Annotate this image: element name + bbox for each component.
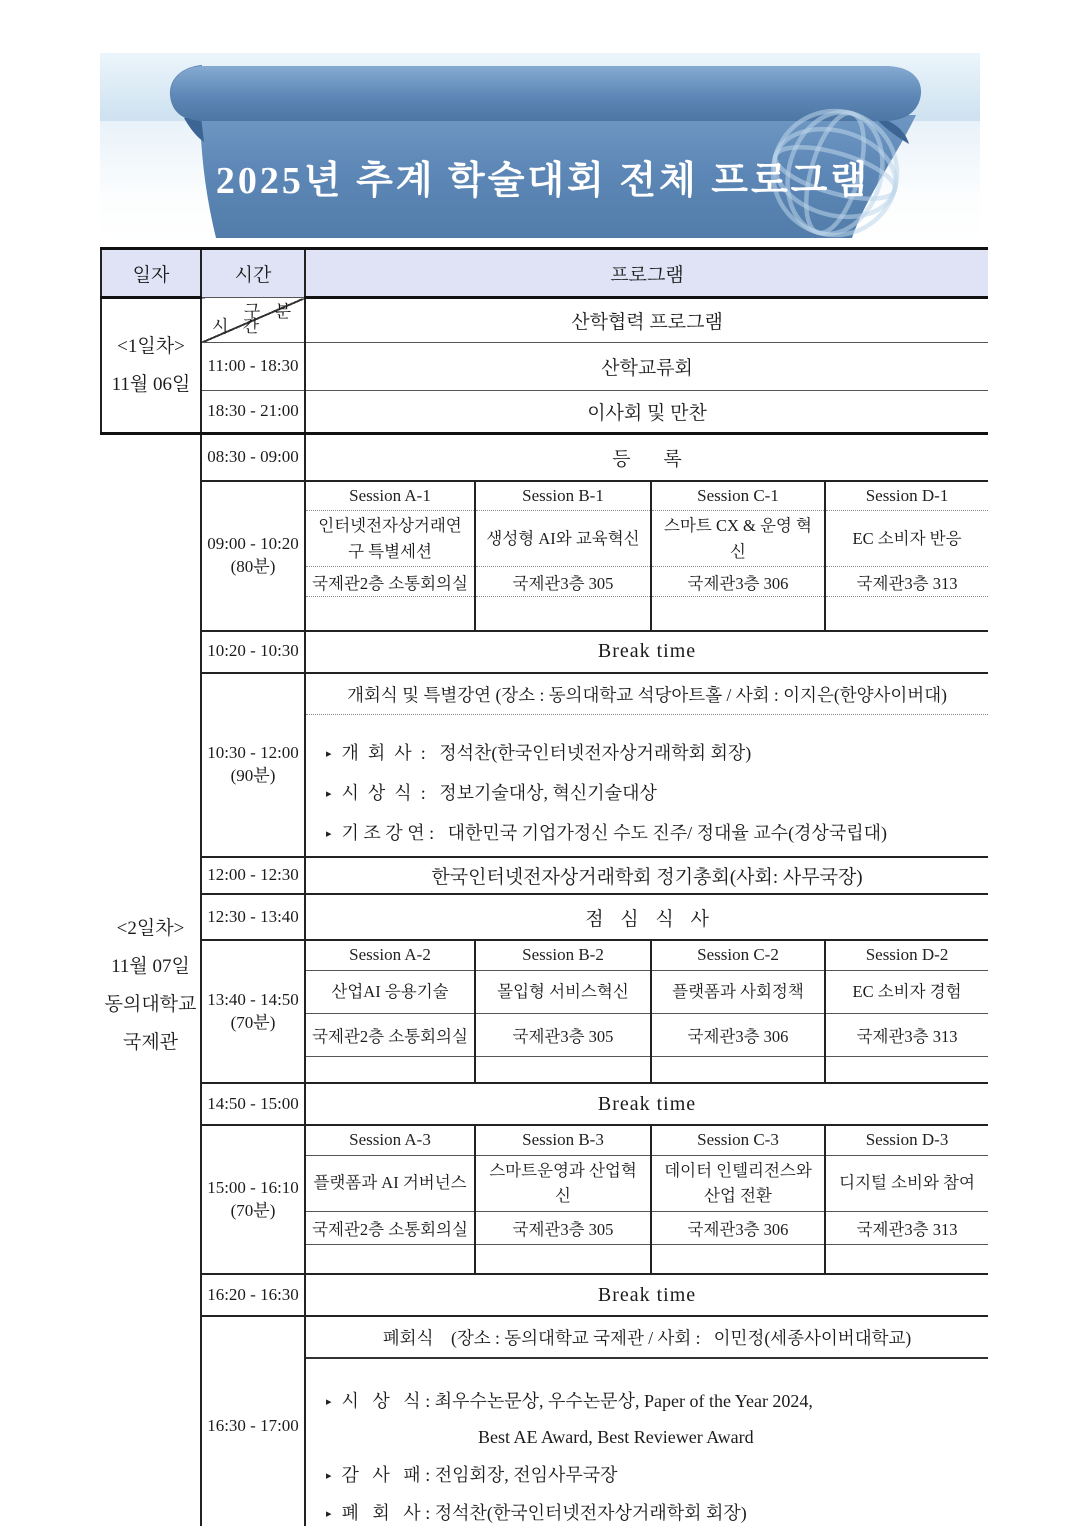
col-header-program: 프로그램 (305, 249, 988, 298)
session-c1-topic: 스마트 CX & 운영 혁신 (651, 511, 825, 567)
closing-item: ▸ 폐 회 사 : 정석찬(한국인터넷전자상거래학회 회장) (322, 1501, 980, 1526)
break2-time: 14:50 - 15:00 (201, 1083, 305, 1125)
bullet-icon: ▸ (326, 1468, 332, 1482)
opening-ceremony-row (101, 673, 988, 858)
day1-row-2 (101, 343, 988, 391)
bullet-icon: ▸ (326, 827, 332, 840)
registration-program: 등 록 (305, 434, 988, 481)
session-c1-name: Session C-1 (651, 481, 825, 511)
break1-label: Break time (305, 631, 988, 673)
banner-title: 2025년 추계 학술대회 전체 프로그램 (215, 160, 871, 202)
session-a2-room: 국제관2층 소통회의실 (305, 1013, 475, 1056)
break2-row (101, 1083, 988, 1125)
day1-row-3 (101, 391, 988, 434)
day2-venue-2: 국제관 (122, 1031, 179, 1053)
diagonal-bottom-label: 시 간 (212, 317, 265, 337)
session-d2-name: Session D-2 (825, 940, 988, 970)
break3-row (101, 1274, 988, 1316)
closing-ceremony-row (101, 1316, 988, 1526)
session3-time (201, 1125, 305, 1274)
general-meeting-row (101, 857, 988, 894)
closing-bullets (306, 1359, 988, 1526)
session3-header-row (101, 1125, 988, 1155)
closing-title: 폐회식 (장소 : 동의대학교 국제관 / 사회 : 이민정(세종사이버대학교) (382, 1328, 912, 1349)
lunch-row (101, 894, 988, 940)
day1-program-2: 산학교류회 (305, 343, 988, 391)
closing-item: ▸ 감 사 패 : 전임회장, 전임사무국장 (322, 1463, 980, 1488)
opening-content (305, 673, 988, 858)
lunch-time: 12:30 - 13:40 (201, 894, 305, 940)
day1-diagonal-cell (201, 298, 305, 343)
session2-header-row (101, 940, 988, 970)
session2-duration: (70분) (230, 1012, 276, 1032)
session-b1-topic: 생성형 AI와 교육혁신 (475, 511, 651, 567)
scroll-ribbon (100, 45, 980, 247)
session1-time-range: 09:00 - 10:20 (207, 533, 299, 553)
closing-content (305, 1316, 988, 1526)
bullet-icon: ▸ (326, 1395, 332, 1409)
session2-time-range: 13:40 - 14:50 (207, 989, 299, 1009)
session-a3-room: 국제관2층 소통회의실 (305, 1211, 475, 1244)
day2-date: 11월 07일 (111, 955, 190, 977)
day1-row-1 (101, 298, 988, 343)
session-d3-topic: 디지털 소비와 참여 (825, 1155, 988, 1211)
day2-label: <2일차> (116, 917, 185, 939)
session-b1-room: 국제관3층 305 (475, 567, 651, 597)
session1-header-row (101, 481, 988, 511)
session-b2-name: Session B-2 (475, 940, 651, 970)
bullet-icon: ▸ (326, 1506, 332, 1520)
day1-date-cell (101, 298, 201, 434)
banner (100, 45, 980, 247)
session-a1-room: 국제관2층 소통회의실 (305, 567, 475, 597)
ribbon-top-roll (171, 66, 921, 121)
session-d1-topic: EC 소비자 반응 (825, 511, 988, 567)
break1-time: 10:20 - 10:30 (201, 631, 305, 673)
closing-item-continuation: Best AE Award, Best Reviewer Award (477, 1426, 754, 1447)
day1-label: <1일차> (117, 335, 185, 357)
opening-item: ▸ 개 회 사 : 정석찬(한국인터넷전자상거래학회 회장) (322, 741, 980, 766)
session-c2-name: Session C-2 (651, 940, 825, 970)
meeting-time: 12:00 - 12:30 (201, 857, 305, 894)
day1-program-1: 산학협력 프로그램 (305, 298, 988, 343)
opening-time-range: 10:30 - 12:00 (207, 742, 299, 762)
session-a3-name: Session A-3 (305, 1125, 475, 1155)
break2-label: Break time (305, 1083, 988, 1125)
opening-duration: (90분) (230, 765, 276, 785)
session-a2-topic: 산업AI 응용기술 (305, 970, 475, 1013)
opening-item: ▸ 시 상 식 : 정보기술대상, 혁신기술대상 (322, 781, 980, 806)
opening-bullets (306, 715, 988, 857)
session-d3-room: 국제관3층 313 (825, 1211, 988, 1244)
day2-registration-row (101, 434, 988, 481)
session-b1-name: Session B-1 (475, 481, 651, 511)
opening-title: 개회식 및 특별강연 (장소 : 동의대학교 석당아트홀 / 사회 : 이지은(한양사이버대) (347, 684, 947, 705)
session-d1-room: 국제관3층 313 (825, 567, 988, 597)
session-a1-topic: 인터넷전자상거래연구 특별세션 (305, 511, 475, 567)
session-b3-topic: 스마트운영과 산업혁신 (475, 1155, 651, 1211)
day1-program-3: 이사회 및 만찬 (305, 391, 988, 434)
lunch-program: 점 심 식 사 (305, 894, 988, 940)
break3-label: Break time (305, 1274, 988, 1316)
break3-time: 16:20 - 16:30 (201, 1274, 305, 1316)
break1-row (101, 631, 988, 673)
session-a1-name: Session A-1 (305, 481, 475, 511)
program-table (100, 247, 988, 1526)
session-c3-name: Session C-3 (651, 1125, 825, 1155)
session-b2-topic: 몰입형 서비스혁신 (475, 970, 651, 1013)
bullet-icon: ▸ (326, 746, 332, 760)
session-c2-topic: 플랫폼과 사회정책 (651, 970, 825, 1013)
opening-item: ▸ 기 조 강 연 : 대한민국 기업가정신 수도 진주/ 정대율 교수(경상국립대) (322, 821, 980, 846)
session-c3-room: 국제관3층 306 (651, 1211, 825, 1244)
session1-time (201, 481, 305, 631)
session3-time-range: 15:00 - 16:10 (207, 1177, 299, 1197)
session-c3-topic: 데이터 인텔리전스와 산업 전환 (651, 1155, 825, 1211)
session-d1-name: Session D-1 (825, 481, 988, 511)
session-c2-room: 국제관3층 306 (651, 1013, 825, 1056)
session-d2-topic: EC 소비자 경험 (825, 970, 988, 1013)
session-c1-room: 국제관3층 306 (651, 567, 825, 597)
bullet-icon: ▸ (326, 786, 332, 800)
session-b3-room: 국제관3층 305 (475, 1211, 651, 1244)
meeting-program: 한국인터넷전자상거래학회 정기총회(사회: 사무국장) (305, 857, 988, 894)
session-d2-room: 국제관3층 313 (825, 1013, 988, 1056)
day2-venue-1: 동의대학교 (104, 993, 197, 1015)
session2-time (201, 940, 305, 1083)
day1-time-3: 18:30 - 21:00 (201, 391, 305, 434)
session-b3-name: Session B-3 (475, 1125, 651, 1155)
col-header-time: 시간 (201, 249, 305, 298)
header-row (101, 249, 988, 298)
session3-duration: (70분) (230, 1200, 276, 1220)
day1-time-2: 11:00 - 18:30 (201, 343, 305, 391)
session-d3-name: Session D-3 (825, 1125, 988, 1155)
col-header-date: 일자 (101, 249, 201, 298)
session1-duration: (80분) (230, 556, 276, 576)
session-b2-room: 국제관3층 305 (475, 1013, 651, 1056)
registration-time: 08:30 - 09:00 (201, 434, 305, 481)
opening-time (201, 673, 305, 858)
session-a3-topic: 플랫폼과 AI 거버넌스 (305, 1155, 475, 1211)
day2-date-cell (101, 434, 201, 1526)
day1-date: 11월 06일 (111, 373, 191, 395)
session-a2-name: Session A-2 (305, 940, 475, 970)
closing-time: 16:30 - 17:00 (201, 1316, 305, 1526)
closing-item: ▸ 시 상 식 : 최우수논문상, 우수논문상, Paper of the Year 2024, Best AE Award, Best Reviewer Award (322, 1389, 980, 1449)
diagonal-top-label: 구 분 (243, 302, 296, 321)
